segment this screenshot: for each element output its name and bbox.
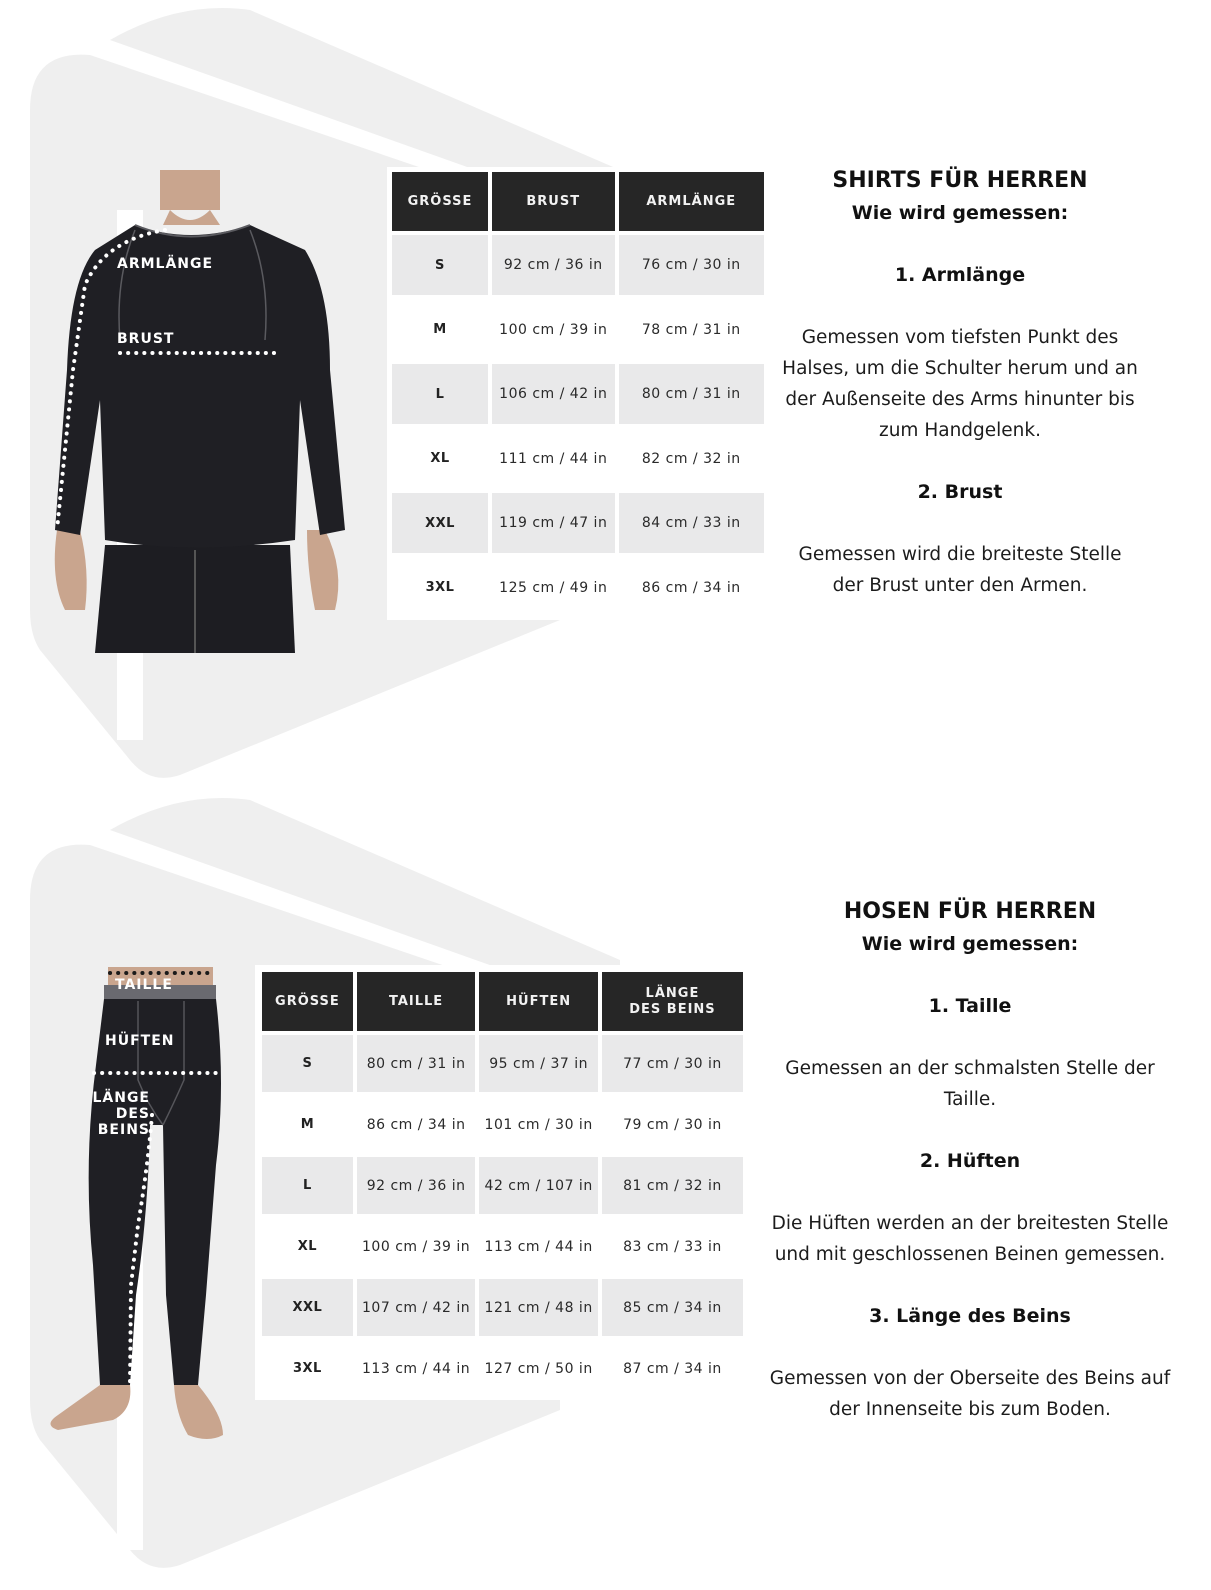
arm-length-cell: 86 cm / 34 in (641, 579, 741, 596)
chest-cell: 125 cm / 49 in (499, 579, 608, 596)
section-heading: 1. Armlänge (894, 264, 1026, 286)
armlaenge-label: ARMLÄNGE (117, 256, 214, 272)
section-text-line: Gemessen von der Oberseite des Beins auf (769, 1368, 1171, 1389)
brust-label: BRUST (117, 331, 175, 347)
table-row (392, 493, 764, 553)
hips-cell: 113 cm / 44 in (484, 1238, 593, 1255)
table-row (262, 1096, 743, 1153)
table-row (262, 1340, 743, 1397)
waist-cell: 100 cm / 39 in (362, 1238, 471, 1255)
pants-measure-description (755, 896, 1185, 1425)
section-heading: 3. Länge des Beins (869, 1305, 1071, 1327)
col-header-size: GRÖSSE (392, 172, 488, 231)
col-header-arm-length: ARMLÄNGE (619, 172, 764, 231)
table-header-row (392, 172, 764, 231)
section-heading: 2. Hüften (919, 1150, 1021, 1172)
pants-subtitle: Wie wird gemessen: (861, 933, 1079, 955)
leg-length-cell: 85 cm / 34 in (602, 1279, 743, 1336)
leg-header-line-1: LÄNGE (645, 985, 700, 1001)
leg-label-line: BEINS (97, 1122, 150, 1138)
size-cell: 3XL (292, 1361, 322, 1376)
section-text-line: Gemessen vom tiefsten Punkt des (801, 327, 1119, 348)
chest-cell: 111 cm / 44 in (499, 450, 608, 467)
arm-length-cell: 80 cm / 31 in (619, 364, 764, 424)
waist-cell: 92 cm / 36 in (357, 1157, 476, 1214)
leg-length-cell: 83 cm / 33 in (623, 1238, 722, 1255)
chest-cell: 106 cm / 42 in (492, 364, 615, 424)
size-cell: L (392, 364, 488, 424)
section-text-line: zum Handgelenk. (878, 420, 1042, 441)
waist-cell: 80 cm / 31 in (357, 1035, 476, 1092)
shirts-size-table (388, 168, 768, 622)
hips-cell: 42 cm / 107 in (479, 1157, 598, 1214)
chest-cell: 100 cm / 39 in (499, 321, 608, 338)
leg-length-cell: 77 cm / 30 in (602, 1035, 743, 1092)
pants-model-figure (38, 965, 258, 1445)
shirts-size-table-panel (387, 167, 769, 620)
shirt-model-figure (45, 170, 355, 653)
col-header-waist: TAILLE (357, 972, 476, 1031)
leg-length-label (84, 1090, 150, 1138)
size-cell: XXL (262, 1279, 353, 1336)
hips-cell: 121 cm / 48 in (479, 1279, 598, 1336)
section-text-line: Gemessen an der schmalsten Stelle der (785, 1058, 1155, 1079)
hueften-label: HÜFTEN (105, 1033, 175, 1049)
table-header-row (262, 972, 743, 1031)
arm-length-cell: 78 cm / 31 in (641, 321, 741, 338)
leg-label-line: DES (115, 1106, 150, 1122)
size-cell: L (262, 1157, 353, 1214)
waist-cell: 107 cm / 42 in (357, 1279, 476, 1336)
table-row (262, 1157, 743, 1214)
table-row (392, 235, 764, 295)
table-row (392, 428, 764, 489)
section-heading: 2. Brust (917, 481, 1003, 503)
leg-label-line: LÄNGE (92, 1090, 150, 1106)
col-header-chest: BRUST (492, 172, 615, 231)
table-row (262, 1035, 743, 1092)
size-cell: XL (430, 451, 450, 466)
leg-length-cell: 79 cm / 30 in (623, 1116, 722, 1133)
table-row (392, 364, 764, 424)
arm-length-cell: 76 cm / 30 in (619, 235, 764, 295)
section-text-line: Die Hüften werden an der breitesten Stelle (771, 1213, 1169, 1234)
table-row (392, 557, 764, 618)
section-text-line: der Außenseite des Arms hinunter bis (785, 389, 1135, 410)
section-heading: 1. Taille (928, 995, 1012, 1017)
shirts-title: SHIRTS FÜR HERREN (832, 168, 1088, 193)
size-cell: S (392, 235, 488, 295)
hips-cell: 127 cm / 50 in (484, 1360, 593, 1377)
section-text-line: Taille. (943, 1089, 997, 1110)
size-cell: XXL (392, 493, 488, 553)
section-text-line: Gemessen wird die breiteste Stelle (798, 544, 1122, 565)
col-header-leg-length (602, 972, 743, 1031)
hips-cell: 95 cm / 37 in (479, 1035, 598, 1092)
pants-size-table (258, 968, 747, 1401)
col-header-hips: HÜFTEN (479, 972, 598, 1031)
leg-length-cell: 87 cm / 34 in (623, 1360, 722, 1377)
size-cell: S (262, 1035, 353, 1092)
pants-title: HOSEN FÜR HERREN (843, 899, 1097, 924)
size-cell: M (300, 1117, 315, 1132)
table-row (262, 1279, 743, 1336)
pants-size-table-panel (255, 965, 750, 1400)
section-text-line: der Innenseite bis zum Boden. (829, 1399, 1111, 1420)
waist-cell: 86 cm / 34 in (366, 1116, 466, 1133)
section-text-line: der Brust unter den Armen. (832, 575, 1088, 596)
shirt-model-illustration (45, 170, 355, 653)
section-text-line: Halses, um die Schulter herum und an (782, 358, 1138, 379)
waist-cell: 113 cm / 44 in (362, 1360, 471, 1377)
shirts-measure-description (770, 165, 1150, 601)
arm-length-cell: 84 cm / 33 in (619, 493, 764, 553)
table-row (392, 299, 764, 360)
hips-cell: 101 cm / 30 in (484, 1116, 593, 1133)
taille-label: TAILLE (115, 977, 173, 993)
section-text-line: und mit geschlossenen Beinen gemessen. (774, 1244, 1166, 1265)
leg-header-line-2: DES BEINS (629, 1001, 716, 1017)
size-cell: XL (297, 1239, 318, 1254)
shirts-subtitle: Wie wird gemessen: (851, 202, 1069, 224)
col-header-size: GRÖSSE (262, 972, 353, 1031)
size-cell: 3XL (425, 580, 455, 595)
chest-cell: 119 cm / 47 in (492, 493, 615, 553)
table-row (262, 1218, 743, 1275)
leg-length-cell: 81 cm / 32 in (602, 1157, 743, 1214)
chest-cell: 92 cm / 36 in (492, 235, 615, 295)
size-cell: M (433, 322, 447, 337)
arm-length-cell: 82 cm / 32 in (641, 450, 741, 467)
